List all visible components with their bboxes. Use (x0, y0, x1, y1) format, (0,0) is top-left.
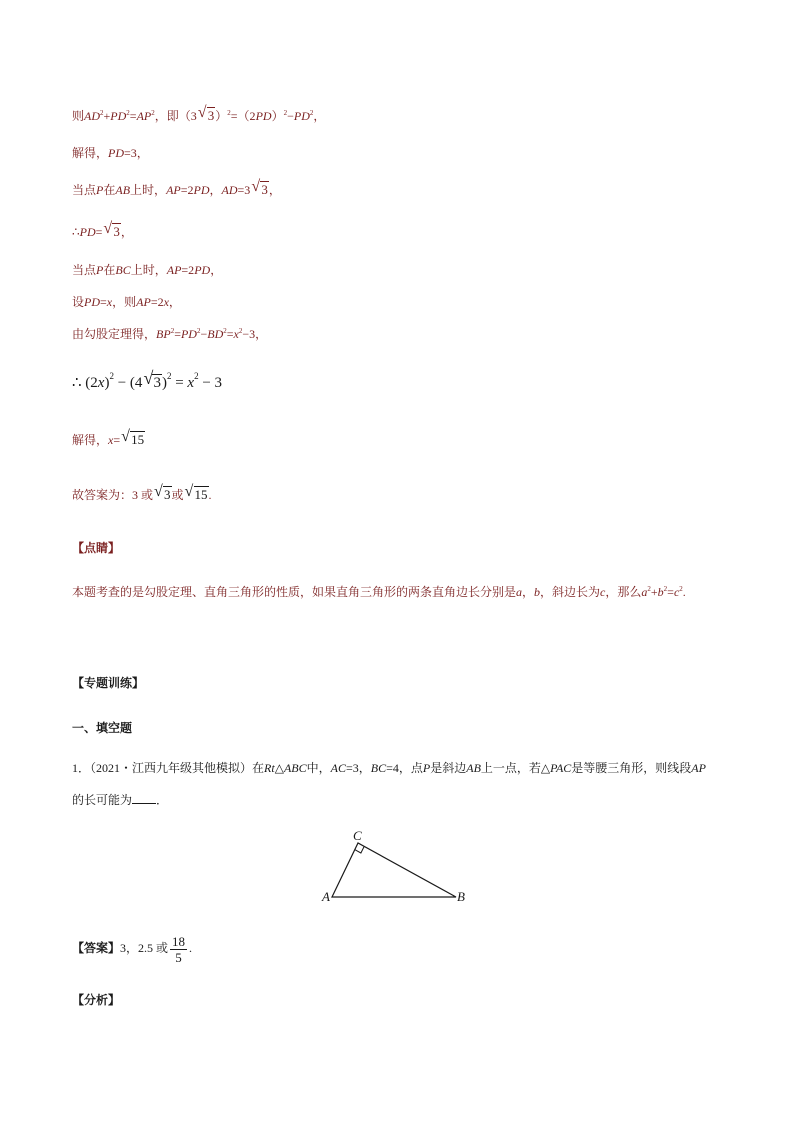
var: x (187, 375, 195, 391)
var: ABC (283, 761, 307, 775)
answer-end: . (189, 941, 193, 955)
exp: 2 (151, 109, 155, 117)
text: = (95, 225, 103, 239)
text: =3， (345, 761, 371, 775)
solution-line-8 (72, 368, 223, 393)
text: ） (215, 109, 228, 123)
q-source: （2021・江西九年级其他模拟） (90, 761, 253, 775)
text: 当点 (72, 183, 97, 197)
exp: 2 (109, 371, 114, 381)
text: = (113, 433, 121, 447)
text: ， (522, 585, 535, 599)
var: P (96, 183, 104, 197)
text: ∴ (72, 225, 80, 239)
var: PD (180, 327, 197, 341)
var: x (108, 433, 114, 447)
text: ∴ (2 (72, 375, 98, 391)
comment-text (72, 584, 686, 600)
var: BC (115, 263, 131, 277)
triangle-abc (332, 843, 456, 897)
solution-line-4 (72, 220, 133, 240)
var: AD (221, 183, 238, 197)
text: 则 (72, 109, 85, 123)
var: BP (156, 327, 171, 341)
var: BD (207, 327, 224, 341)
text: 由勾股定理得， (72, 327, 157, 341)
exp: 2 (227, 109, 231, 117)
var: PD (194, 263, 211, 277)
var: c (673, 585, 680, 599)
var: PD (255, 109, 272, 123)
solution-line-9 (72, 428, 145, 448)
op: − (287, 109, 294, 123)
text: 在 (252, 761, 265, 775)
text: =4，点 (386, 761, 423, 775)
text: ． (156, 793, 169, 807)
var: c (600, 585, 606, 599)
text: 或 (171, 488, 184, 502)
solution-line-10 (72, 483, 212, 503)
exp: 2 (647, 585, 651, 593)
text: =（2 (230, 109, 256, 123)
var: PD (79, 225, 96, 239)
var: PD (108, 146, 125, 160)
var: P (96, 263, 104, 277)
var: AP (166, 183, 181, 197)
var: b (657, 585, 664, 599)
op: = (667, 585, 674, 599)
label-b: B (457, 889, 465, 904)
var: AP (136, 295, 151, 309)
q-number: 1． (72, 761, 91, 775)
text: ，即（3 (154, 109, 197, 123)
text: ， (120, 225, 133, 239)
label-a: A (322, 889, 330, 904)
op: = (129, 109, 137, 123)
op: + (103, 109, 111, 123)
var: x (97, 375, 105, 391)
text: 是等腰三角形，则线段 (571, 761, 692, 775)
text: ， (268, 183, 281, 197)
question-1-line-2 (72, 792, 168, 808)
exp: 2 (238, 327, 243, 335)
text: − 3 (198, 375, 223, 391)
text: =3， (124, 146, 149, 160)
text: 上时， (130, 183, 167, 197)
exp: 2 (194, 371, 199, 381)
text: ， (168, 295, 181, 309)
solution-line-5 (72, 262, 222, 278)
text: 解得， (72, 433, 109, 447)
text: 在 (103, 263, 116, 277)
var: a (641, 585, 648, 599)
triangle-figure (310, 823, 510, 913)
section-heading: 一、填空题 (72, 721, 133, 735)
op: = (174, 327, 181, 341)
sqrt-15: √ 15 (184, 483, 208, 502)
text: 上时， (130, 263, 167, 277)
op: = (226, 327, 234, 341)
var: AP (166, 263, 182, 277)
text: = (100, 295, 107, 309)
var: AD (84, 109, 101, 123)
sqrt-3: √ 3 (143, 368, 161, 391)
text: =2 (150, 295, 164, 309)
text: 当点 (72, 263, 97, 277)
text: 是斜边 (430, 761, 467, 775)
var: b (534, 585, 541, 599)
answer-line (72, 930, 192, 966)
text: 设 (72, 295, 85, 309)
answer-heading: 【答案】 (72, 941, 121, 955)
training-heading: 【专题训练】 (72, 676, 145, 690)
sqrt-15: √ 15 (121, 428, 145, 447)
text: =3 (237, 183, 251, 197)
exp: 2 (196, 327, 201, 335)
var: PD (84, 295, 101, 309)
exp: 2 (126, 109, 130, 117)
text: ，则 (112, 295, 137, 309)
text: ， (210, 263, 223, 277)
text: 解得， (72, 146, 109, 160)
exp: 2 (663, 585, 668, 593)
answer-text: 3，2.5 或 (120, 941, 169, 955)
exp: 2 (170, 327, 175, 335)
sqrt-3: √ 3 (197, 104, 215, 123)
op: + (650, 585, 658, 599)
text: ) (161, 375, 167, 391)
var: P (422, 761, 431, 775)
exp: 2 (166, 371, 172, 381)
text: ， (313, 109, 326, 123)
var: AP (136, 109, 152, 123)
var: Rt (264, 761, 275, 775)
text: . (208, 488, 212, 502)
text: ) (104, 375, 110, 391)
text: △ (274, 761, 284, 775)
sqrt-3: √ 3 (103, 220, 120, 239)
var: AC (330, 761, 346, 775)
solution-line-7 (72, 326, 267, 342)
answer-blank (132, 793, 156, 804)
text: =2 (180, 183, 194, 197)
text: = (171, 375, 188, 391)
text: −3， (242, 327, 268, 341)
text: 上一点，若△ (480, 761, 551, 775)
solution-line-6 (72, 294, 181, 310)
solution-line-3 (72, 178, 281, 198)
text: . (682, 585, 686, 599)
fraction-18-5: $\frac{18}{5}$ (172, 933, 186, 965)
text: − (4 (113, 375, 143, 391)
sqrt-3: √ 3 (154, 483, 171, 502)
exp: 2 (309, 109, 314, 117)
op: − (200, 327, 208, 341)
exp: 2 (679, 585, 683, 593)
text: ） (271, 109, 284, 123)
var: PD (293, 109, 310, 123)
var: AP (691, 761, 706, 775)
solution-line-2 (72, 145, 149, 161)
exp: 2 (100, 109, 104, 117)
var: PD (193, 183, 210, 197)
text: 中， (306, 761, 331, 775)
var: AB (466, 761, 481, 775)
comment-heading: 【点睛】 (72, 541, 121, 555)
text: ，那么 (605, 585, 642, 599)
label-c: C (353, 828, 362, 843)
question-1 (72, 760, 706, 776)
text: ，斜边长为 (540, 585, 601, 599)
analysis-heading: 【分析】 (72, 993, 121, 1007)
var: PAC (550, 761, 572, 775)
var: a (516, 585, 523, 599)
solution-line-1 (72, 104, 326, 124)
text: 的长可能为 (72, 793, 133, 807)
text: 故答案为：3 或 (72, 488, 154, 502)
var: x (106, 295, 113, 309)
exp: 2 (223, 327, 227, 335)
var: x (233, 327, 239, 341)
text: =2 (181, 263, 195, 277)
sqrt-3: √ 3 (251, 178, 268, 197)
var: PD (110, 109, 127, 123)
text: ， (209, 183, 222, 197)
text: 本题考查的是勾股定理、直角三角形的性质，如果直角三角形的两条直角边长分别是 (72, 585, 517, 599)
exp: 2 (283, 109, 288, 117)
text: 在 (103, 183, 116, 197)
var: BC (370, 761, 387, 775)
var: x (163, 295, 169, 309)
var: AB (115, 183, 131, 197)
